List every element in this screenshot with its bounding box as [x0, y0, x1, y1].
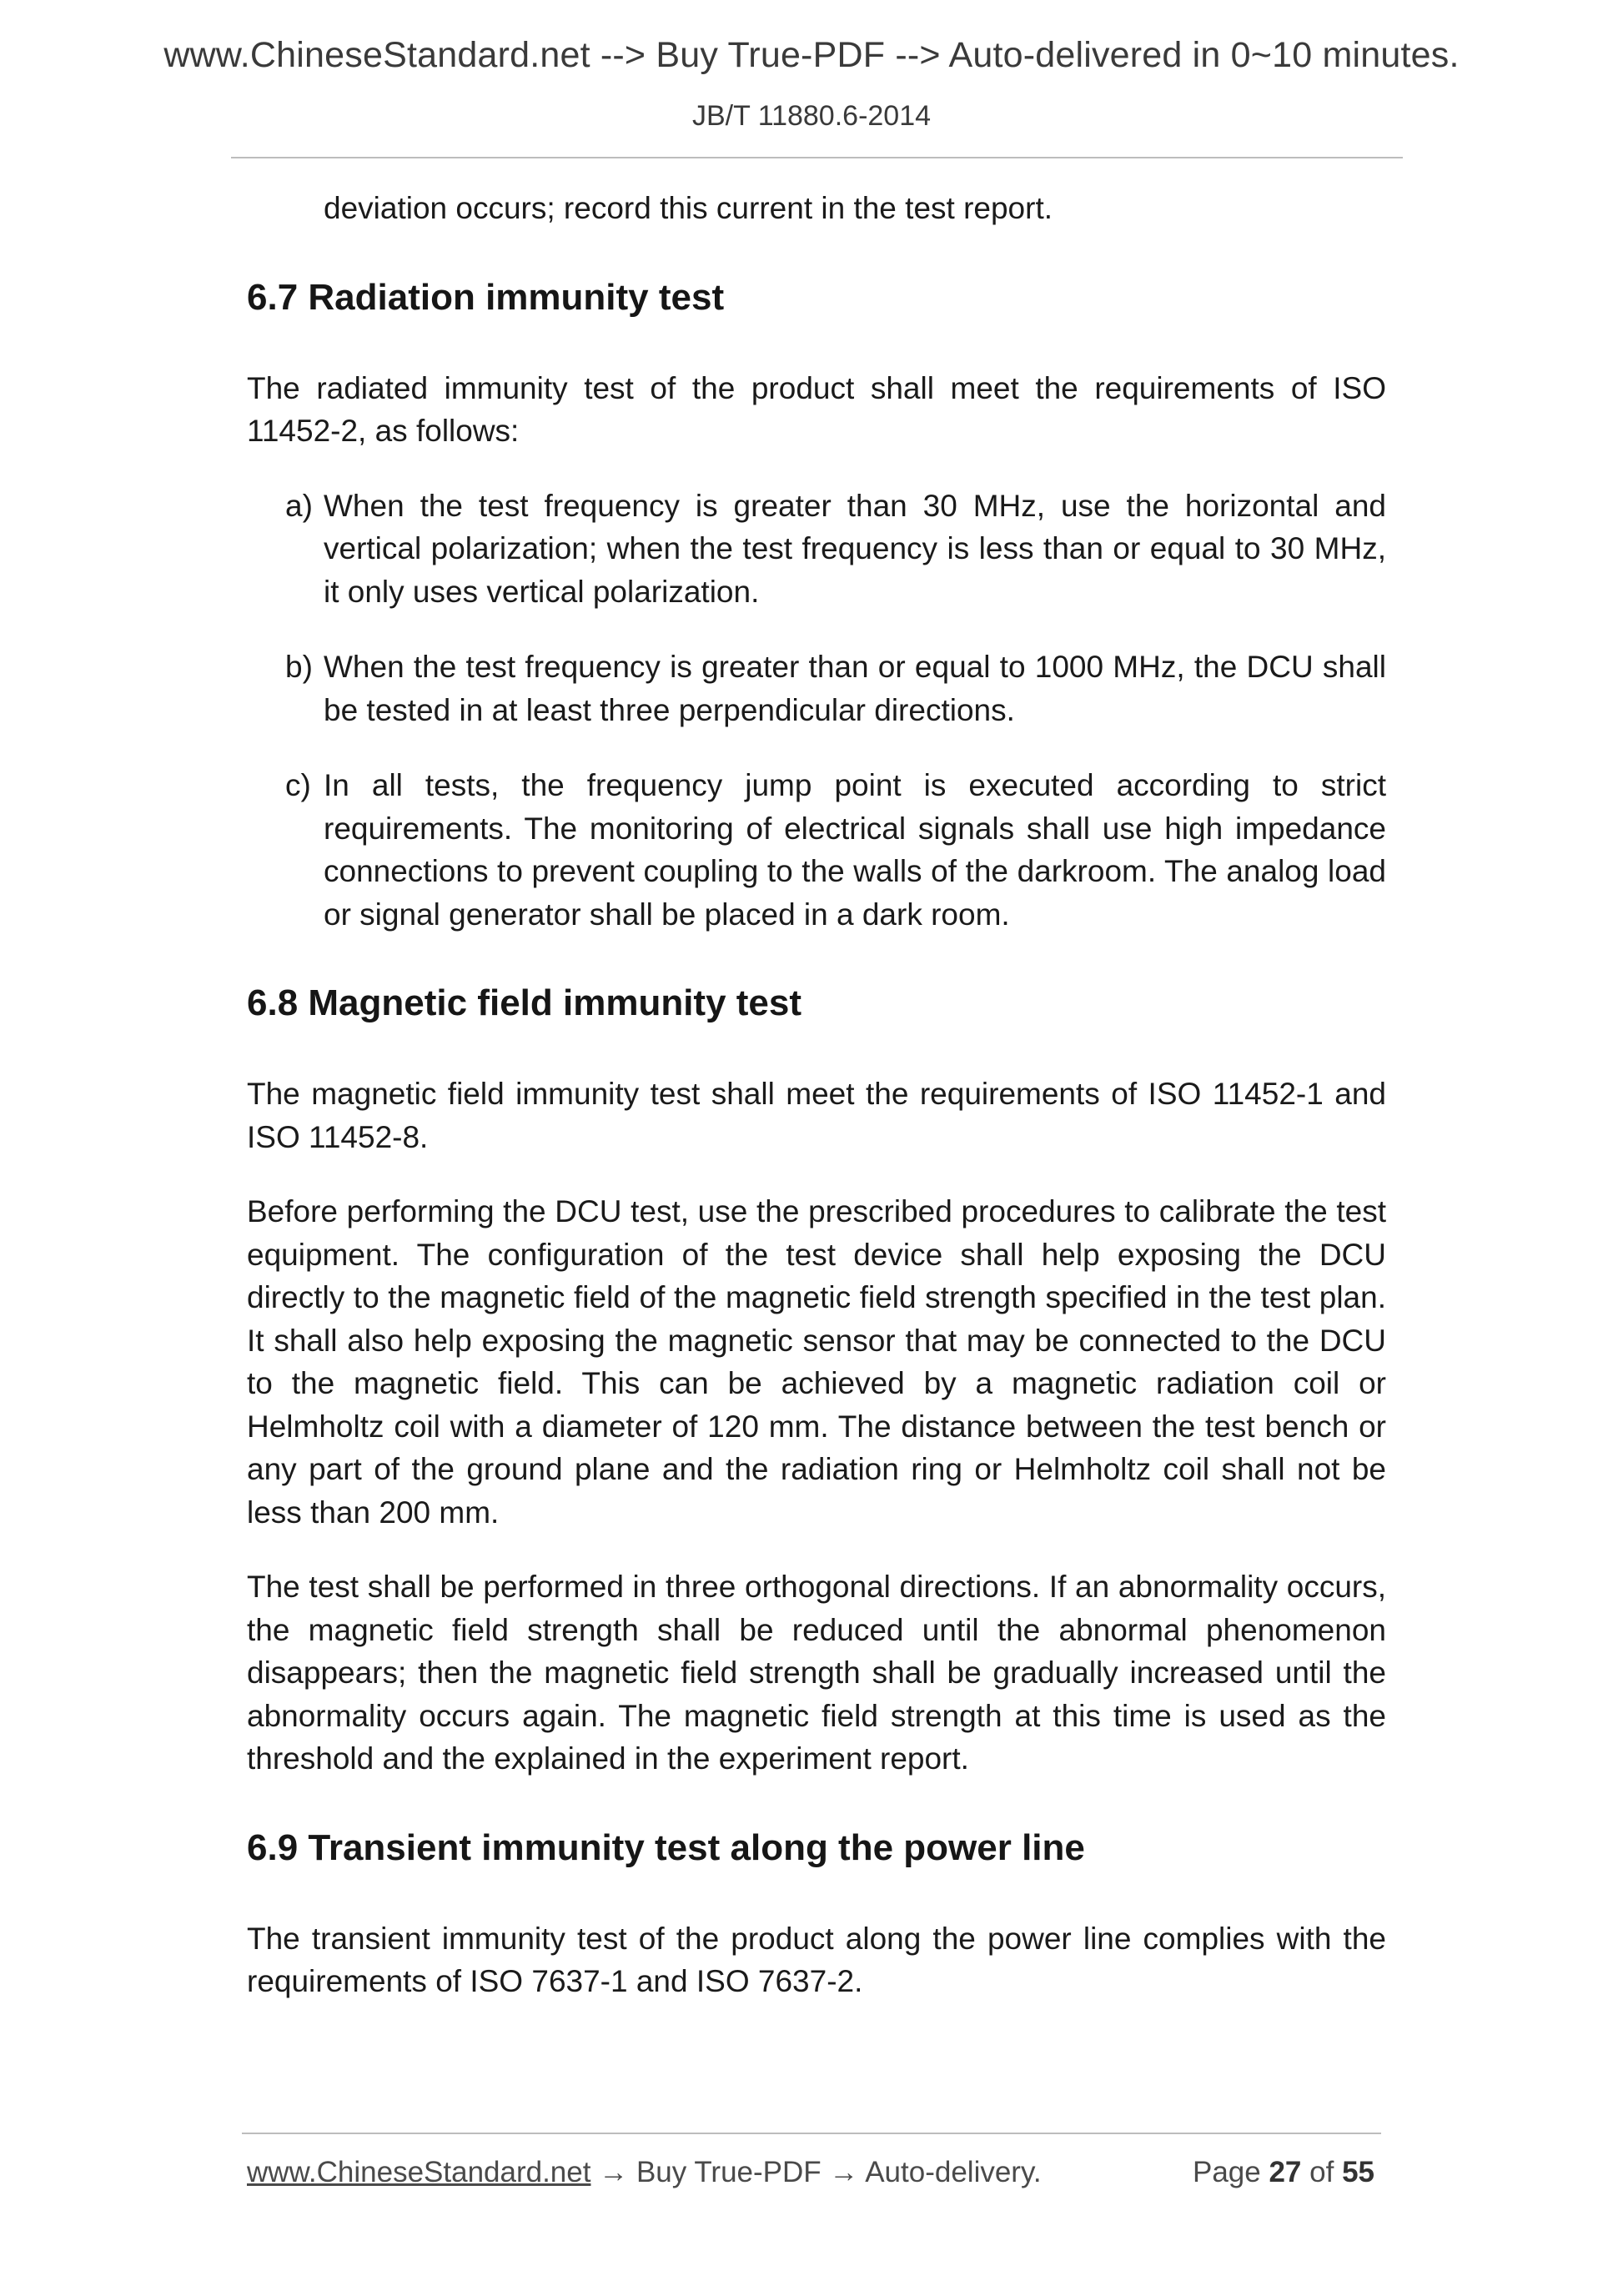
- section-heading-6-9: 6.9 Transient immunity test along the power line: [247, 1826, 1085, 1868]
- footer-delivery-text: Auto-delivery.: [865, 2156, 1042, 2188]
- list-marker: a): [285, 488, 313, 523]
- top-banner[interactable]: www.ChineseStandard.net --> Buy True-PDF --> Auto-delivered in 0~10 minutes.: [163, 35, 1460, 75]
- of-label: of: [1309, 2156, 1334, 2188]
- list-marker: c): [285, 768, 311, 802]
- list-item-b: [285, 646, 1386, 731]
- page-indicator: [1193, 2156, 1374, 2189]
- page-label: Page: [1192, 2156, 1261, 2188]
- section-heading-6-7: 6.7 Radiation immunity test: [247, 276, 725, 318]
- list-marker: b): [285, 650, 313, 684]
- standard-code: JB/T 11880.6-2014: [691, 100, 932, 132]
- section-6-8-paragraph: The test shall be performed in three orthogonal directions. If an abnormality occurs, the magnetic field strength shall be reduced until the abnormal phenomenon disappears; then the magnetic field strength shall be gradually increased until the abnormality occurs again. The magnetic field strength at this time is used as the threshold and the explained in the experiment report.: [247, 1570, 1386, 1776]
- section-6-9-paragraph: The transient immunity test of the product along the power line complies with the requirements of ISO 7637-1 and ISO 7637-2.: [247, 1921, 1386, 1998]
- arrow-right-icon: →: [599, 2156, 629, 2188]
- footer-left: [247, 2156, 1042, 2189]
- list-item-a: [285, 485, 1386, 614]
- list-item-text: When the test frequency is greater than or equal to 1000 MHz, the DCU shall be tested in at least three perpendicular directions.: [324, 650, 1386, 727]
- document-body: [247, 187, 1386, 2020]
- footer-buy-text: Buy True-PDF: [636, 2156, 822, 2188]
- section-6-8-paragraph: Before performing the DCU test, use the prescribed procedures to calibrate the test equipment. The configuration of the test device shall help exposing the DCU directly to the magnetic field of the magnetic field strength specified in the test plan. It shall also help exposing the magnetic sensor that may be connected to the DCU to the magnetic field. This can be achieved by a magnetic radiation coil or Helmholtz coil with a diameter of 120 mm. The distance between the test bench or any part of the ground plane and the radiation ring or Helmholtz coil shall not be less than 200 mm.: [247, 1194, 1386, 1530]
- continuation-paragraph: deviation occurs; record this current in the test report.: [324, 191, 1053, 225]
- list-item-c: [285, 764, 1386, 936]
- header-divider: [231, 157, 1403, 158]
- list-item-text: When the test frequency is greater than 30 MHz, use the horizontal and vertical polarization; when the test frequency is less than or equal to 30 MHz, it only uses vertical polarization.: [324, 488, 1386, 609]
- list-item-text: In all tests, the frequency jump point is executed according to strict requirements. The monitoring of electrical signals shall use high impedance connections to prevent coupling to the walls of the darkroom. The analog load or signal generator shall be placed in a dark room.: [324, 768, 1386, 932]
- total-pages: 55: [1342, 2156, 1374, 2188]
- arrow-right-icon: →: [829, 2156, 859, 2188]
- footer-site-link[interactable]: www.ChineseStandard.net: [247, 2156, 591, 2188]
- section-heading-6-8: 6.8 Magnetic field immunity test: [247, 982, 802, 1023]
- page-footer: [247, 2156, 1374, 2189]
- section-6-7-intro: The radiated immunity test of the product shall meet the requirements of ISO 11452-2, as follows:: [247, 370, 1386, 448]
- section-6-8-paragraph: The magnetic field immunity test shall meet the requirements of ISO 11452-1 and ISO 11452-8.: [247, 1077, 1386, 1154]
- page-number: 27: [1269, 2156, 1302, 2188]
- footer-divider: [242, 2133, 1381, 2134]
